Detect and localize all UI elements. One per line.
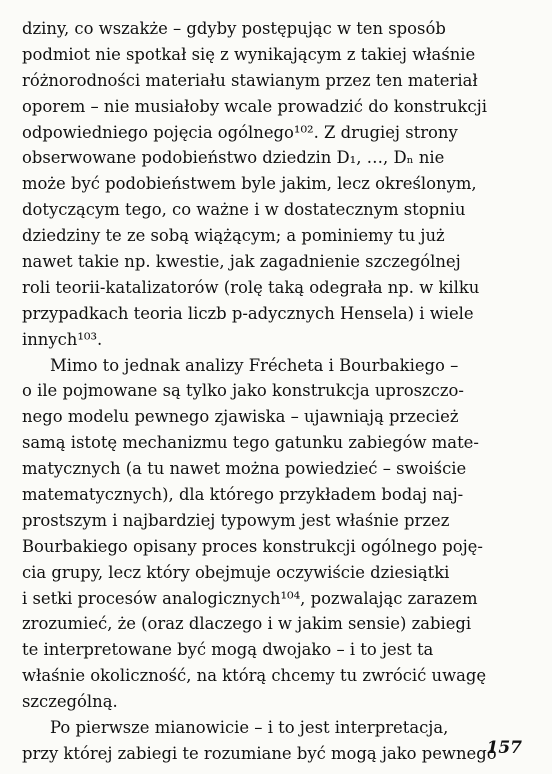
text-line: samą istotę mechanizmu tego gatunku zabiegów mate- [22,433,479,453]
text-line: przy której zabiegi te rozumiane być mogą jako pewnego [22,743,497,763]
text-line: o ile pojmowane są tylko jako konstrukcja uproszczo- [22,381,464,401]
text-line: właśnie okoliczność, na którą chcemy tu zwrócić uwagę [22,666,487,686]
text-line: odpowiedniego pojęcia ogólnego¹⁰². Z drugiej strony [22,122,458,142]
paragraph-start-line: Po pierwsze mianowicie – i to jest interpretacja, [50,718,449,738]
page-number: 157 [486,738,522,758]
text-line: nawet takie np. kwestie, jak zagadnienie szczególnej [22,252,461,272]
text-line: Bourbakiego opisany proces konstrukcji ogólnego poję- [22,536,483,556]
text-line: roli teorii-katalizatorów (rolę taką odegrała np. w kilku [22,277,480,297]
text-line: matematycznych), dla którego przykładem bodaj naj- [22,485,464,505]
text-line: te interpretowane być mogą dwojako – i to jest ta [22,640,434,660]
text-line: cia grupy, lecz który obejmuje oczywiście dziesiątki [22,562,450,582]
text-line: dziedziny te ze sobą wiążącym; a pominiemy tu już [22,226,445,246]
text-line: prostszym i najbardziej typowym jest właśnie przez [22,510,450,530]
text-line: oporem – nie musiałoby wcale prowadzić do konstrukcji [22,96,487,116]
text-line: dotyczącym tego, co ważne i w dostatecznym stopniu [22,200,466,220]
text-line: obserwowane podobieństwo dziedzin D₁, …, Dₙ nie [22,148,445,168]
text-line: zrozumieć, że (oraz dlaczego i w jakim sensie) zabiegi [22,614,472,634]
text-line: innych¹⁰³. [22,329,103,349]
text-line: i setki procesów analogicznych¹⁰⁴, pozwalając zarazem [22,588,478,608]
text-line: podmiot nie spotkał się z wynikającym z takiej właśnie [22,44,476,64]
text-line: matycznych (a tu nawet można powiedzieć – swoiście [22,459,467,479]
text-line: przypadkach teoria liczb p-adycznych Hensela) i wiele [22,303,474,323]
text-line: nego modelu pewnego zjawiska – ujawniają przecież [22,407,459,427]
paragraph-start-line: Mimo to jednak analizy Frécheta i Bourbakiego – [50,355,459,375]
text-line: może być podobieństwem byle jakim, lecz określonym, [22,174,477,194]
text-line: dziny, co wszakże – gdyby postępując w ten sposób [22,19,446,38]
body-text [22,16,530,767]
text-line: różnorodności materiału stawianym przez ten materiał [22,70,478,90]
text-line: szczególną. [22,692,118,712]
